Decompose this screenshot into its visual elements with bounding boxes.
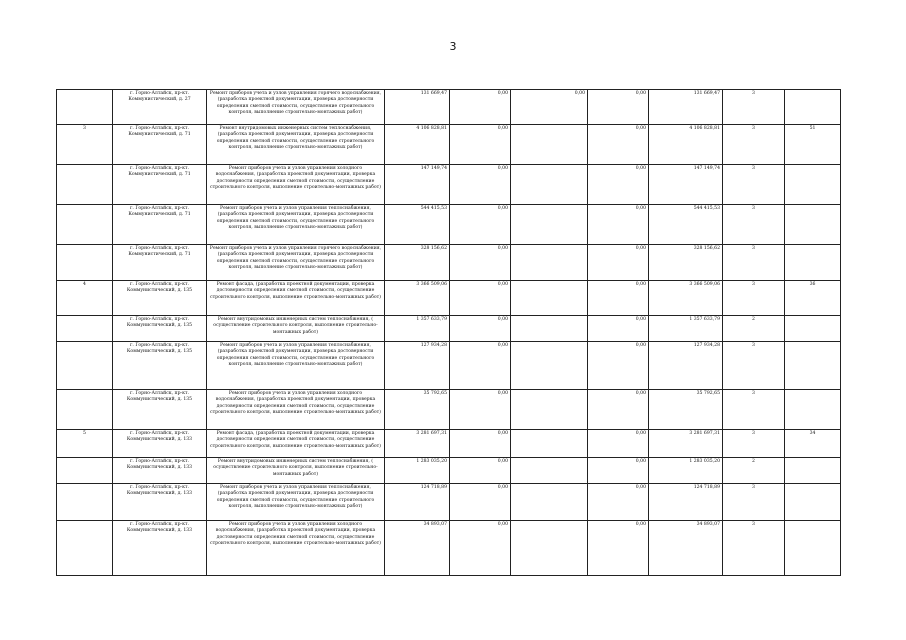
work-description: Ремонт приборов учета и узлов управления теплоснабжения, (разработка проектной документации, проверка достоверности определения сметной стоимости, осуществление строительного контроля, выполнение строительно-монтажных работ)	[207, 342, 385, 390]
period-cell: 2	[723, 316, 785, 342]
period-cell: 3	[723, 430, 785, 458]
address-cell: г. Горно-Алтайск, пр-кт. Коммунистический, д. 27	[113, 90, 207, 125]
amount-cell: 1 283 035,20	[385, 458, 450, 484]
total-cell: 34 893,07	[649, 521, 723, 576]
last-cell	[785, 390, 841, 430]
value-cell: 0,00	[450, 281, 511, 316]
address-cell: г. Горно-Алтайск, пр-кт. Коммунистический, д. 71	[113, 245, 207, 281]
value-cell	[511, 430, 588, 458]
amount-cell: 147 149,74	[385, 165, 450, 205]
table-row	[57, 125, 841, 165]
table-row	[57, 430, 841, 458]
amount-cell: 544 415,53	[385, 205, 450, 245]
work-description: Ремонт внутридомовых инженерных систем теплоснабжения, ( осуществление строительного контроля, выполнение строительно-монтажных работ)	[207, 316, 385, 342]
value-cell: 0,00	[450, 205, 511, 245]
value-cell: 0,00	[588, 125, 649, 165]
row-number	[57, 205, 113, 245]
period-cell: 3	[723, 205, 785, 245]
period-cell: 3	[723, 281, 785, 316]
address-cell: г. Горно-Алтайск, пр-кт. Коммунистический, д. 135	[113, 342, 207, 390]
amount-cell: 35 792,65	[385, 390, 450, 430]
value-cell: 0,00	[588, 458, 649, 484]
row-number: 3	[57, 125, 113, 165]
value-cell: 0,00	[588, 245, 649, 281]
page-number: 3	[449, 40, 457, 53]
period-cell: 2	[723, 458, 785, 484]
table-row	[57, 90, 841, 125]
value-cell	[511, 205, 588, 245]
work-description: Ремонт внутридомовых инженерных систем теплоснабжения, ( осуществление строительного контроля, выполнение строительно-монтажных работ)	[207, 458, 385, 484]
value-cell	[511, 316, 588, 342]
total-cell: 1 283 035,20	[649, 458, 723, 484]
last-cell	[785, 316, 841, 342]
period-cell: 3	[723, 125, 785, 165]
total-cell: 4 106 828,81	[649, 125, 723, 165]
work-description: Ремонт приборов учета и узлов управления холодного водоснабжения, (разработка проектной документации, проверка достоверности определения сметной стоимости, осуществление строительного контроля, выполнение строительно-монтажных работ)	[207, 521, 385, 576]
period-cell: 3	[723, 245, 785, 281]
value-cell: 0,00	[450, 165, 511, 205]
work-description: Ремонт приборов учета и узлов управления теплоснабжения, (разработка проектной документации, проверка достоверности определения сметной стоимости, осуществление строительного контроля, выполнение строительно-монтажных работ)	[207, 205, 385, 245]
amount-cell: 328 156,62	[385, 245, 450, 281]
last-cell: 51	[785, 125, 841, 165]
amount-cell: 127 934,28	[385, 342, 450, 390]
value-cell: 0,00	[511, 90, 588, 125]
last-cell	[785, 521, 841, 576]
table-row	[57, 458, 841, 484]
value-cell: 0,00	[588, 165, 649, 205]
table-row	[57, 281, 841, 316]
amount-cell: 1 357 633,79	[385, 316, 450, 342]
total-cell: 124 718,89	[649, 484, 723, 521]
work-description: Ремонт приборов учета и узлов управления теплоснабжения, (разработка проектной документации, проверка достоверности определения сметной стоимости, осуществление строительного контроля, выполнение строительно-монтажных работ)	[207, 484, 385, 521]
value-cell	[511, 281, 588, 316]
value-cell: 0,00	[588, 430, 649, 458]
total-cell: 328 156,62	[649, 245, 723, 281]
amount-cell: 3 366 509,06	[385, 281, 450, 316]
address-cell: г. Горно-Алтайск, пр-кт. Коммунистический, д. 135	[113, 281, 207, 316]
value-cell: 0,00	[588, 521, 649, 576]
address-cell: г. Горно-Алтайск, пр-кт. Коммунистический, д. 135	[113, 316, 207, 342]
work-description: Ремонт внутридомовых инженерных систем теплоснабжения, (разработка проектной документации, проверка достоверности определения сметной стоимости, осуществление строительного контроля, выполнение строительно-монтажных работ)	[207, 125, 385, 165]
last-cell	[785, 484, 841, 521]
period-cell: 3	[723, 484, 785, 521]
value-cell	[511, 165, 588, 205]
row-number	[57, 316, 113, 342]
row-number	[57, 390, 113, 430]
row-number: 5	[57, 430, 113, 458]
value-cell: 0,00	[588, 205, 649, 245]
address-cell: г. Горно-Алтайск, пр-кт. Коммунистический, д. 133	[113, 430, 207, 458]
address-cell: г. Горно-Алтайск, пр-кт. Коммунистический, д. 135	[113, 390, 207, 430]
works-table	[56, 89, 841, 576]
value-cell: 0,00	[450, 521, 511, 576]
total-cell: 3 281 697,31	[649, 430, 723, 458]
total-cell: 131 669,47	[649, 90, 723, 125]
last-cell: 36	[785, 281, 841, 316]
work-description: Ремонт приборов учета и узлов управления горячего водоснабжения, (разработка проектной документации, проверка достоверности определения сметной стоимости, осуществление строительного контроля, выполнение строительно-монтажных работ)	[207, 245, 385, 281]
table-row	[57, 205, 841, 245]
value-cell: 0,00	[588, 90, 649, 125]
table-row	[57, 390, 841, 430]
row-number	[57, 484, 113, 521]
period-cell: 3	[723, 342, 785, 390]
value-cell	[511, 390, 588, 430]
value-cell: 0,00	[450, 125, 511, 165]
address-cell: г. Горно-Алтайск, пр-кт. Коммунистический, д. 133	[113, 521, 207, 576]
row-number	[57, 90, 113, 125]
value-cell: 0,00	[450, 316, 511, 342]
value-cell	[511, 521, 588, 576]
value-cell: 0,00	[450, 458, 511, 484]
value-cell: 0,00	[450, 390, 511, 430]
last-cell: 34	[785, 430, 841, 458]
period-cell: 3	[723, 165, 785, 205]
value-cell: 0,00	[588, 390, 649, 430]
value-cell	[511, 245, 588, 281]
last-cell	[785, 165, 841, 205]
table-row	[57, 484, 841, 521]
total-cell: 1 357 633,79	[649, 316, 723, 342]
value-cell: 0,00	[450, 484, 511, 521]
row-number	[57, 165, 113, 205]
total-cell: 3 366 509,06	[649, 281, 723, 316]
value-cell	[511, 484, 588, 521]
table-row	[57, 521, 841, 576]
last-cell	[785, 342, 841, 390]
table-row	[57, 316, 841, 342]
row-number	[57, 245, 113, 281]
amount-cell: 4 106 828,81	[385, 125, 450, 165]
table-body	[57, 90, 841, 576]
value-cell	[511, 125, 588, 165]
row-number	[57, 521, 113, 576]
amount-cell: 34 893,07	[385, 521, 450, 576]
total-cell: 544 415,53	[649, 205, 723, 245]
value-cell: 0,00	[588, 484, 649, 521]
work-description: Ремонт фасада, (разработка проектной документации, проверка достоверности определения сметной стоимости, осуществление строительного контроля, выполнение строительно-монтажных работ)	[207, 281, 385, 316]
last-cell	[785, 458, 841, 484]
last-cell	[785, 205, 841, 245]
value-cell: 0,00	[588, 342, 649, 390]
value-cell	[511, 342, 588, 390]
table-row	[57, 245, 841, 281]
address-cell: г. Горно-Алтайск, пр-кт. Коммунистический, д. 133	[113, 458, 207, 484]
address-cell: г. Горно-Алтайск, пр-кт. Коммунистический, д. 71	[113, 125, 207, 165]
row-number	[57, 458, 113, 484]
work-description: Ремонт приборов учета и узлов управления холодного водоснабжения, (разработка проектной документации, проверка достоверности определения сметной стоимости, осуществление строительного контроля, выполнение строительно-монтажных работ)	[207, 390, 385, 430]
address-cell: г. Горно-Алтайск, пр-кт. Коммунистический, д. 71	[113, 205, 207, 245]
address-cell: г. Горно-Алтайск, пр-кт. Коммунистический, д. 133	[113, 484, 207, 521]
value-cell: 0,00	[450, 90, 511, 125]
total-cell: 35 792,65	[649, 390, 723, 430]
amount-cell: 3 281 697,31	[385, 430, 450, 458]
work-description: Ремонт фасада, (разработка проектной документации, проверка достоверности определения сметной стоимости, осуществление строительного контроля, выполнение строительно-монтажных работ)	[207, 430, 385, 458]
value-cell: 0,00	[450, 430, 511, 458]
value-cell: 0,00	[450, 342, 511, 390]
row-number: 4	[57, 281, 113, 316]
last-cell	[785, 90, 841, 125]
row-number	[57, 342, 113, 390]
period-cell: 3	[723, 521, 785, 576]
total-cell: 127 934,28	[649, 342, 723, 390]
value-cell: 0,00	[588, 281, 649, 316]
period-cell: 3	[723, 390, 785, 430]
last-cell	[785, 245, 841, 281]
table-row	[57, 342, 841, 390]
total-cell: 147 149,74	[649, 165, 723, 205]
work-description: Ремонт приборов учета и узлов управления горячего водоснабжения, (разработка проектной документации, проверка достоверности определения сметной стоимости, осуществление строительного контроля, выполнение строительно-монтажных работ)	[207, 90, 385, 125]
amount-cell: 124 718,89	[385, 484, 450, 521]
period-cell: 3	[723, 90, 785, 125]
table-row	[57, 165, 841, 205]
value-cell: 0,00	[450, 245, 511, 281]
value-cell: 0,00	[588, 316, 649, 342]
value-cell	[511, 458, 588, 484]
address-cell: г. Горно-Алтайск, пр-кт. Коммунистический, д. 71	[113, 165, 207, 205]
amount-cell: 131 669,47	[385, 90, 450, 125]
work-description: Ремонт приборов учета и узлов управления холодного водоснабжения, (разработка проектной документации, проверка достоверности определения сметной стоимости, осуществление строительного контроля, выполнение строительно-монтажных работ)	[207, 165, 385, 205]
